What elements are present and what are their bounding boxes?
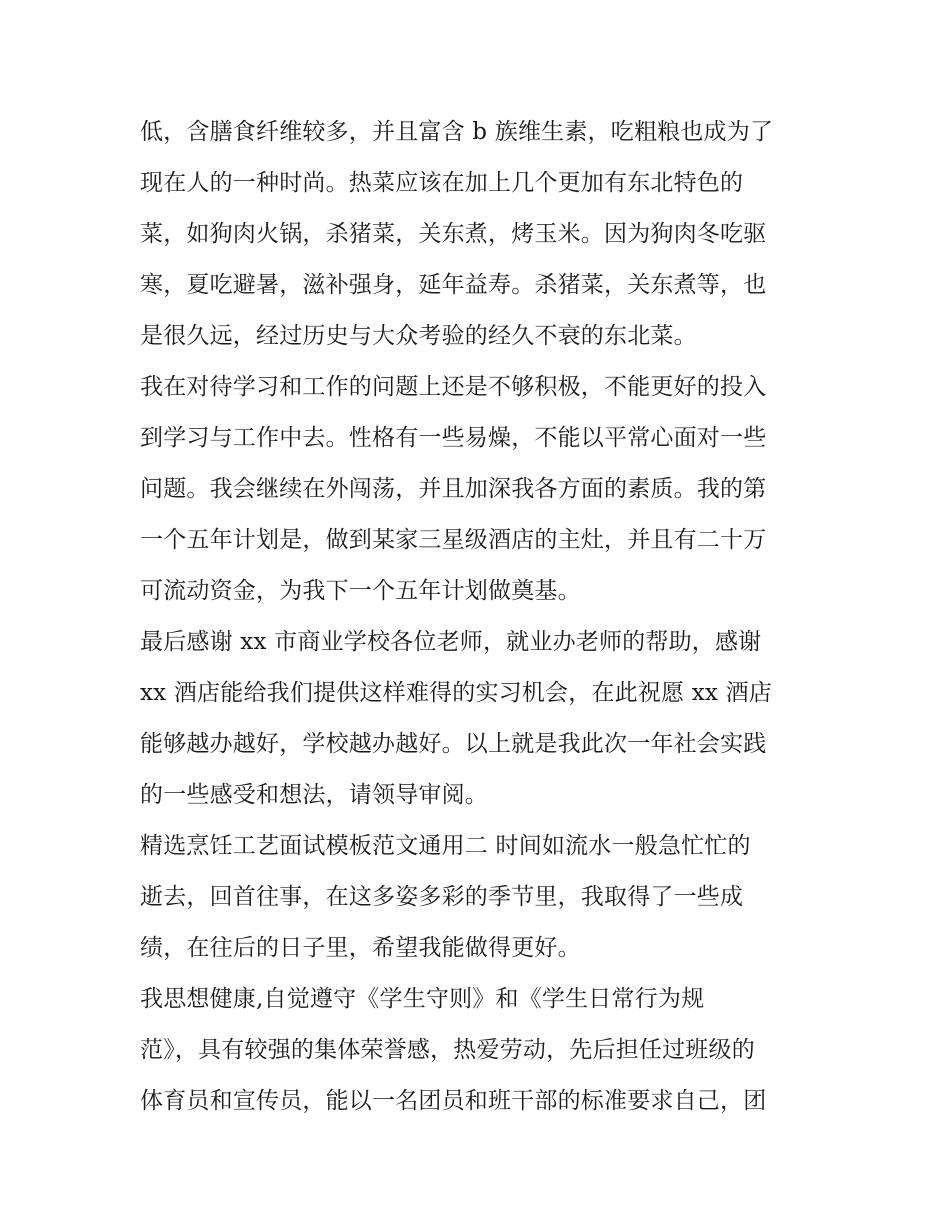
text-line: 绩，在往后的日子里，希望我能做得更好。 xyxy=(140,935,581,961)
text-line: 问题。我会继续在外闯荡，并且加深我各方面的素质。我的第 xyxy=(140,476,767,502)
text-line: 最后感谢 xx 市商业学校各位老师，就业办老师的帮助，感谢 xyxy=(140,629,762,655)
text-line: xx 酒店能给我们提供这样难得的实习机会，在此祝愿 xx 酒店 xyxy=(140,680,773,706)
text-line: 的一些感受和想法，请领导审阅。 xyxy=(140,782,488,808)
text-line: 低，含膳食纤维较多，并且富含 b 族维生素，吃粗粮也成为了 xyxy=(140,119,774,145)
body-text xyxy=(140,107,820,1127)
text-line: 范》，具有较强的集体荣誉感，热爱劳动，先后担任过班级的 xyxy=(140,1037,755,1063)
text-line: 一个五年计划是，做到某家三星级酒店的主灶，并且有二十万 xyxy=(140,527,767,553)
text-line: 我思想健康,自觉遵守《学生守则》和《学生日常行为规 xyxy=(140,986,705,1012)
text-line: 可流动资金，为我下一个五年计划做奠基。 xyxy=(140,578,581,604)
text-line: 到学习与工作中去。性格有一些易燥，不能以平常心面对一些 xyxy=(140,425,767,451)
text-line: 能够越办越好，学校越办越好。以上就是我此次一年社会实践 xyxy=(140,731,767,757)
text-line: 是很久远，经过历史与大众考验的经久不衰的东北菜。 xyxy=(140,323,697,349)
text-line: 现在人的一种时尚。热菜应该在加上几个更加有东北特色的 xyxy=(140,170,744,196)
text-line: 我在对待学习和工作的问题上还是不够积极，不能更好的投入 xyxy=(140,374,767,400)
text-line: 体育员和宣传员，能以一名团员和班干部的标准要求自己，团 xyxy=(140,1088,767,1114)
text-line: 寒，夏吃避暑，滋补强身，延年益寿。杀猪菜，关东煮等，也 xyxy=(140,272,767,298)
text-line: 逝去，回首往事，在这多姿多彩的季节里，我取得了一些成 xyxy=(140,884,744,910)
text-line: 菜，如狗肉火锅，杀猪菜，关东煮，烤玉米。因为狗肉冬吃驱 xyxy=(140,221,767,247)
text-line: 精选烹饪工艺面试模板范文通用二 时间如流水一般急忙忙的 xyxy=(140,833,751,859)
